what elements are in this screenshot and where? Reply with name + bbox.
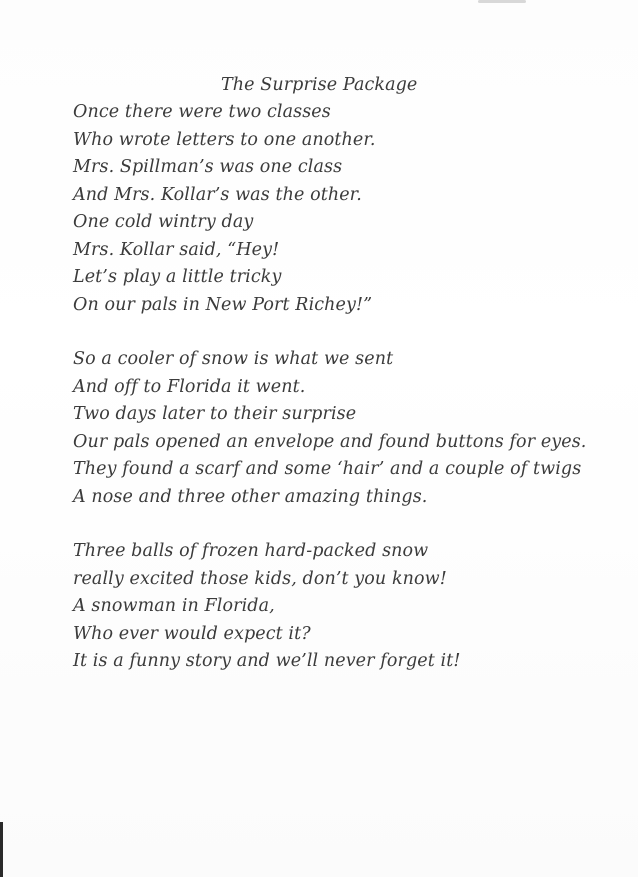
poem-line: So a cooler of snow is what we sent [73,349,394,369]
poem-line: And off to Florida it went. [73,376,306,397]
poem-title: The Surprise Package [221,75,418,95]
stanza-3 [73,538,613,676]
poem-line: Once there were two classes [73,102,331,122]
poem-line: One cold wintry day [73,212,254,232]
poem-line: On our pals in New Port Richey!” [73,294,373,315]
poem [73,72,613,676]
scan-edge [0,822,3,877]
poem-line: really excited those kids, don’t you know! [73,568,447,589]
poem-line: They found a scarf and some ‘hair’ and a couple of twigs [73,459,582,479]
poem-line: And Mrs. Kollar’s was the other. [73,184,362,205]
poem-line: Mrs. Spillman’s was one class [73,157,343,177]
scan-mark [478,0,526,3]
poem-line: Who ever would expect it? [73,623,311,644]
poem-line: Mrs. Kollar said, “Hey! [73,239,280,260]
poem-line: Two days later to their surprise [73,404,357,424]
stanza-1 [73,99,613,319]
poem-line: It is a funny story and we’ll never forget it! [73,651,461,671]
stanza-2 [73,346,613,511]
poem-line: Three balls of frozen hard-packed snow [73,541,429,561]
poem-line: A snowman in Florida, [73,596,275,616]
poem-line: Let’s play a little tricky [73,267,282,287]
poem-line: A nose and three other amazing things. [73,486,428,507]
poem-line: Who wrote letters to one another. [73,129,376,150]
poem-line: Our pals opened an envelope and found buttons for eyes. [73,431,587,452]
